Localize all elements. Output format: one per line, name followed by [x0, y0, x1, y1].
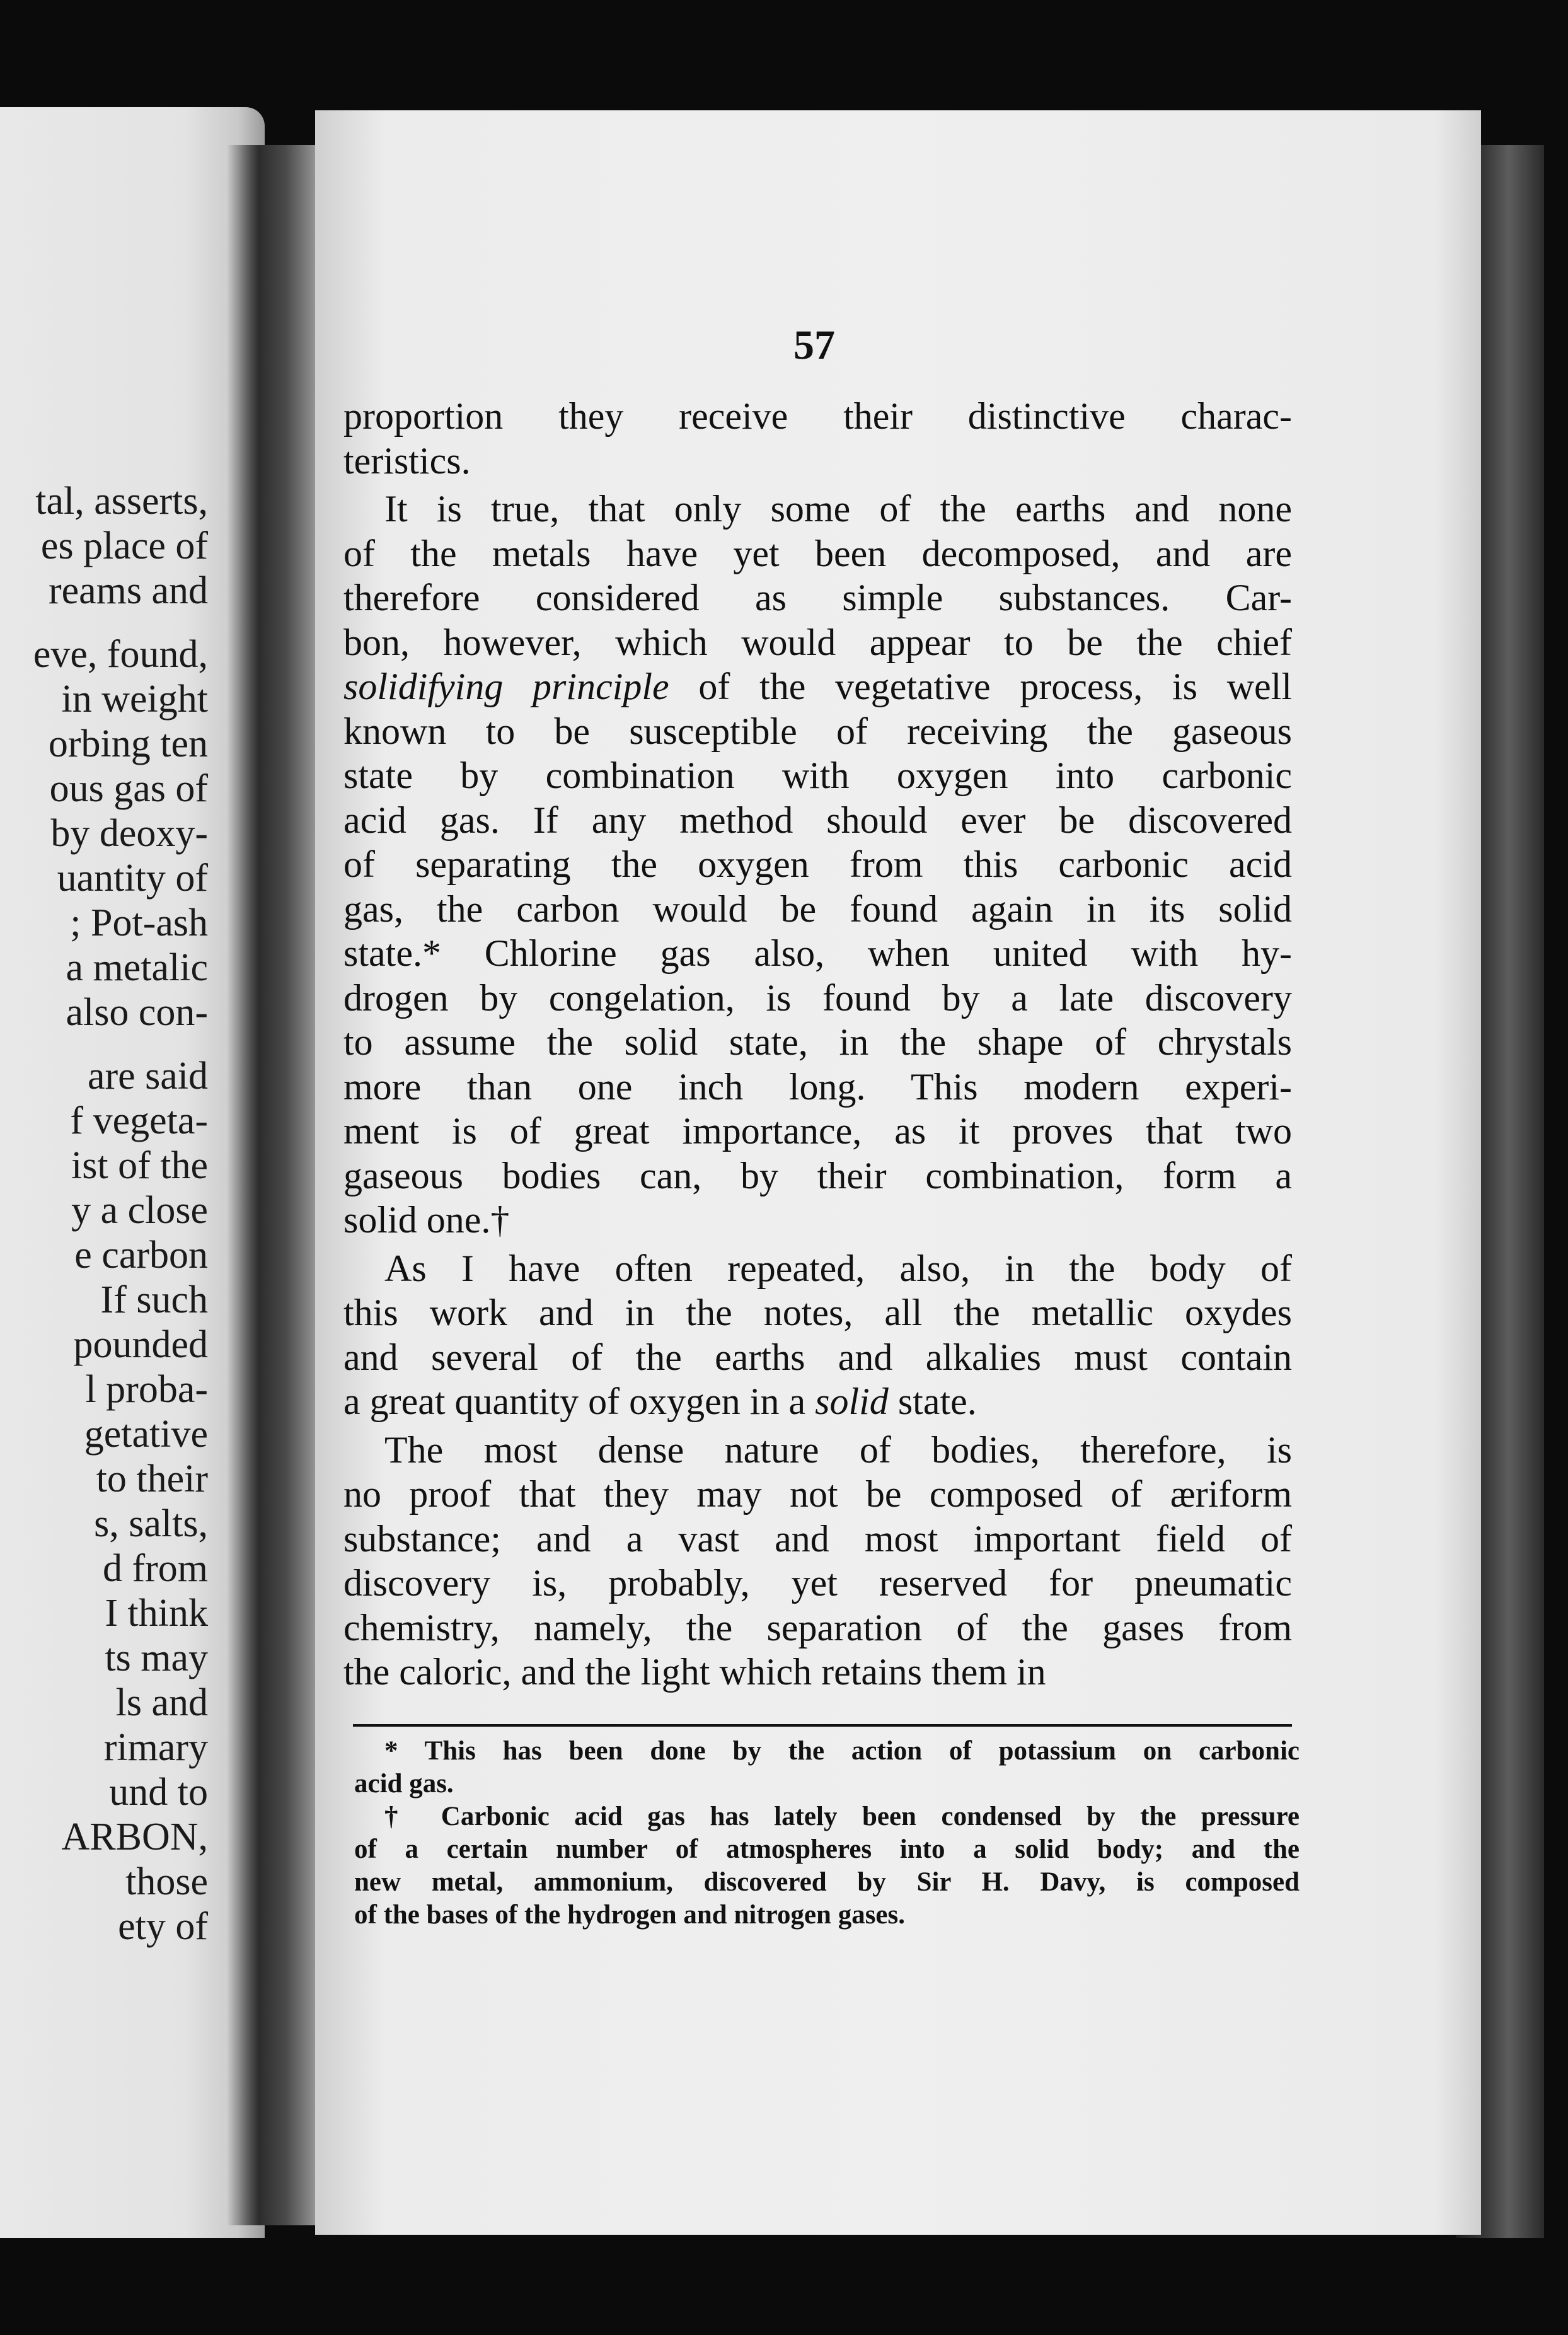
text-line: teristics. — [343, 439, 471, 482]
left-page-line: ls and — [115, 1681, 208, 1724]
text-line: more than one inch long. This modern experi- — [343, 1065, 1292, 1108]
left-page-line: s, salts, — [94, 1502, 208, 1545]
text-line: therefore considered as simple substances. Car- — [343, 577, 1292, 618]
paragraph — [343, 394, 1292, 483]
left-page-line: also con- — [66, 991, 208, 1034]
text-line: and several of the earths and alkalies must contain — [343, 1336, 1292, 1378]
footnotes — [354, 1735, 1300, 1932]
footnote-line: acid gas. — [354, 1769, 454, 1799]
text-line: bon, however, which would appear to be the chief — [343, 621, 1292, 663]
left-page-line: es place of — [40, 524, 208, 567]
text-line: drogen by congelation, is found by a late discovery — [343, 976, 1292, 1019]
left-page-line: orbing ten — [48, 722, 208, 765]
left-page-line: ety of — [118, 1905, 208, 1948]
footnote — [354, 1800, 1300, 1932]
left-page-text — [0, 479, 208, 1949]
left-page-line: d from — [102, 1547, 208, 1590]
text-line: the caloric, and the light which retains them in — [343, 1651, 1046, 1693]
text-line: gas, the carbon would be found again in its solid — [343, 888, 1292, 930]
left-page-line: reams and — [48, 569, 208, 612]
text-line: ment is of great importance, as it proves that two — [343, 1110, 1292, 1152]
text-line: this work and in the notes, all the metallic oxydes — [343, 1292, 1292, 1333]
left-page-line: by deoxy- — [50, 812, 208, 855]
text-line: proportion they receive their distinctive charac- — [343, 395, 1292, 437]
left-page-line — [0, 1035, 208, 1054]
text-line: gaseous bodies can, by their combination, form a — [343, 1154, 1292, 1196]
left-page-line: ; Pot-ash — [70, 901, 208, 944]
text-line: chemistry, namely, the separation of the gases from — [343, 1606, 1292, 1648]
left-page-line: f vegeta- — [70, 1099, 208, 1142]
text-line: of separating the oxygen from this carbonic acid — [343, 843, 1292, 885]
left-page-line: ts may — [105, 1637, 208, 1679]
text-line: to assume the solid state, in the shape of chrystals — [343, 1021, 1292, 1063]
paragraph — [343, 487, 1292, 1243]
text-line: solid one.† — [343, 1199, 510, 1241]
left-page-line: y a close — [71, 1189, 208, 1232]
text-line: The most dense nature of bodies, therefore, is — [384, 1428, 1292, 1471]
left-page-line: tal, asserts, — [35, 480, 208, 523]
left-page-line: in weight — [61, 678, 208, 721]
left-page-line: a metalic — [66, 946, 208, 989]
left-page-line: ous gas of — [49, 767, 208, 810]
left-page-line: those — [125, 1860, 208, 1903]
page-number: 57 — [793, 322, 835, 368]
left-page-line: getative — [84, 1413, 208, 1456]
left-page-line: rimary — [103, 1726, 208, 1769]
text-line: known to be susceptible of receiving the gaseous — [343, 710, 1292, 752]
left-page — [0, 107, 265, 2238]
text-line: solidifying principle of the vegetative process, is well — [343, 666, 1293, 707]
left-page-line: ist of the — [71, 1144, 208, 1187]
left-page-line: e carbon — [74, 1234, 208, 1277]
text-line: no proof that they may not be composed of æriform — [343, 1473, 1292, 1515]
body-text — [343, 394, 1292, 1695]
footnote-line: of the bases of the hydrogen and nitrogen gases. — [354, 1900, 906, 1930]
text-line: state by combination with oxygen into carbonic — [343, 755, 1292, 796]
left-page-line: uantity of — [57, 857, 208, 900]
text-line: discovery is, probably, yet reserved for pneumatic — [343, 1562, 1292, 1604]
left-page-line: If such — [100, 1278, 208, 1321]
text-line: substance; and a vast and most important field of — [343, 1517, 1292, 1560]
text-line: acid gas. If any method should ever be discovered — [343, 799, 1292, 841]
footnote-line: new metal, ammonium, discovered by Sir H. Davy, is composed — [354, 1867, 1300, 1897]
left-page-line: pounded — [73, 1323, 208, 1366]
left-page-line — [0, 613, 208, 632]
footnote — [354, 1735, 1300, 1800]
left-page-line: are said — [87, 1055, 208, 1098]
text-line: It is true, that only some of the earths and none — [384, 488, 1292, 530]
text-line: state.* Chlorine gas also, when united with hy- — [343, 932, 1292, 974]
footnote-line: * This has been done by the action of potassium on carbonic — [384, 1736, 1300, 1766]
footnote-line: † Carbonic acid gas has lately been condensed by the pressure — [384, 1802, 1300, 1831]
text-line: a great quantity of oxygen in a solid state. — [343, 1381, 977, 1422]
paragraph — [343, 1246, 1292, 1424]
footnote-line: of a certain number of atmospheres into a solid body; and the — [354, 1834, 1300, 1864]
left-page-line: eve, found, — [33, 633, 208, 676]
left-page-line: ARBON, — [61, 1816, 208, 1858]
left-page-line: und to — [109, 1771, 208, 1814]
left-page-line: I think — [105, 1592, 208, 1635]
footnote-rule — [353, 1724, 1292, 1727]
left-page-line: l proba- — [85, 1368, 208, 1411]
left-page-line: to their — [96, 1457, 208, 1500]
text-line: of the metals have yet been decomposed, and are — [343, 532, 1292, 574]
text-line: As I have often repeated, also, in the body of — [384, 1247, 1292, 1289]
paragraph — [343, 1428, 1292, 1695]
